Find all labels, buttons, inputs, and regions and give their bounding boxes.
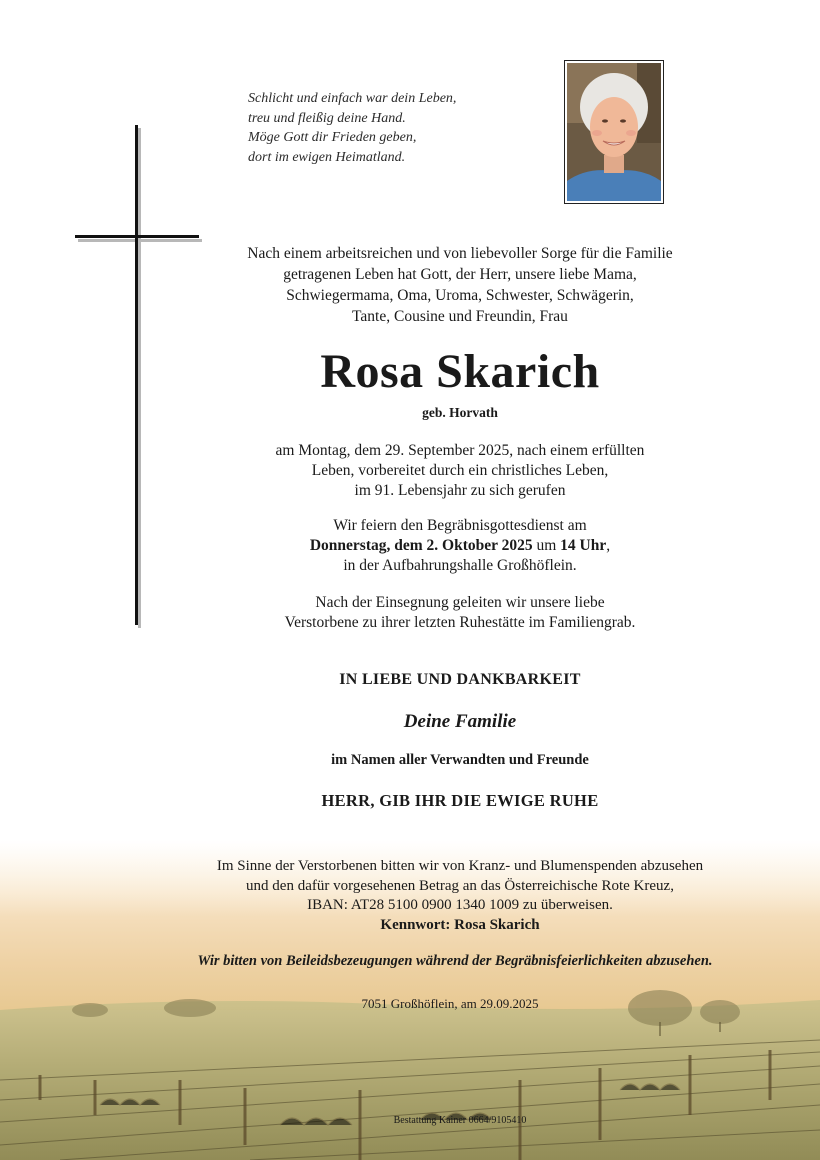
donation-line: Im Sinne der Verstorbenen bitten wir von Kranz- und Blumenspenden abzusehen [216,858,704,874]
donation-line: IBAN: AT28 5100 0900 1340 1009 zu überweisen. [307,897,613,913]
service-connector: um [532,537,561,554]
family-signature: Deine Familie [403,711,517,732]
keyword-text: Kennwort: Rosa Skarich [380,916,540,933]
death-line: Leben, vorbereitet durch ein christliches Leben, [311,462,609,479]
intro-text [180,243,740,327]
intro-line: Nach einem arbeitsreichen und von liebevoller Sorge für die Familie [247,245,673,262]
burial-notice [180,593,740,633]
poem-line: treu und fleißig deine Hand. [248,110,406,126]
burial-line: Nach der Einsegnung geleiten wir unsere liebe [315,594,605,611]
condolence-request: Wir bitten von Beileidsbezeugungen während der Begräbnisfeierlichkeiten abzusehen. [197,953,713,969]
portrait-photo [564,60,664,204]
intro-line: Tante, Cousine und Freundin, Frau [352,308,568,325]
undertaker-info: Bestattung Kainer 0664/9105410 [393,1115,527,1126]
service-date: Donnerstag, dem 2. Oktober 2025 [309,537,533,554]
birth-name: geb. Horvath [422,405,498,420]
service-datetime [180,536,740,556]
place-date: 7051 Großhöflein, am 29.09.2025 [361,996,539,1011]
service-time: 14 Uhr [560,537,607,554]
poem-line: Schlicht und einfach war dein Leben, [248,91,457,106]
memorial-poem [248,89,548,167]
intro-line: getragenen Leben hat Gott, der Herr, unsere liebe Mama, [283,266,637,283]
donation-line: und den dafür vorgesehenen Betrag an das Österreichische Rote Kreuz, [246,877,674,894]
gratitude-heading: IN LIEBE UND DANKBARKEIT [339,671,581,688]
service-comma: , [606,537,611,554]
donation-request [100,857,820,935]
poem-line: Möge Gott dir Frieden geben, [248,130,417,145]
prayer-line: HERR, GIB IHR DIE EWIGE RUHE [321,791,599,810]
deceased-name: Rosa Skarich [320,345,600,398]
poem-line: dort im ewigen Heimatland. [248,149,406,165]
service-intro: Wir feiern den Begräbnisgottesdienst am [333,517,587,534]
death-line: im 91. Lebensjahr zu sich gerufen [354,482,566,499]
service-location: in der Aufbahrungshalle Großhöflein. [343,557,577,574]
death-notice [180,441,740,501]
funeral-service [180,516,740,576]
donation-keyword [100,916,820,936]
death-line: am Montag, dem 29. September 2025, nach einem erfüllten [275,442,645,459]
relatives-line: im Namen aller Verwandten und Freunde [331,752,589,768]
intro-line: Schwiegermama, Oma, Uroma, Schwester, Schwägerin, [286,287,634,304]
burial-line: Verstorbene zu ihrer letzten Ruhestätte im Familiengrab. [284,614,636,631]
